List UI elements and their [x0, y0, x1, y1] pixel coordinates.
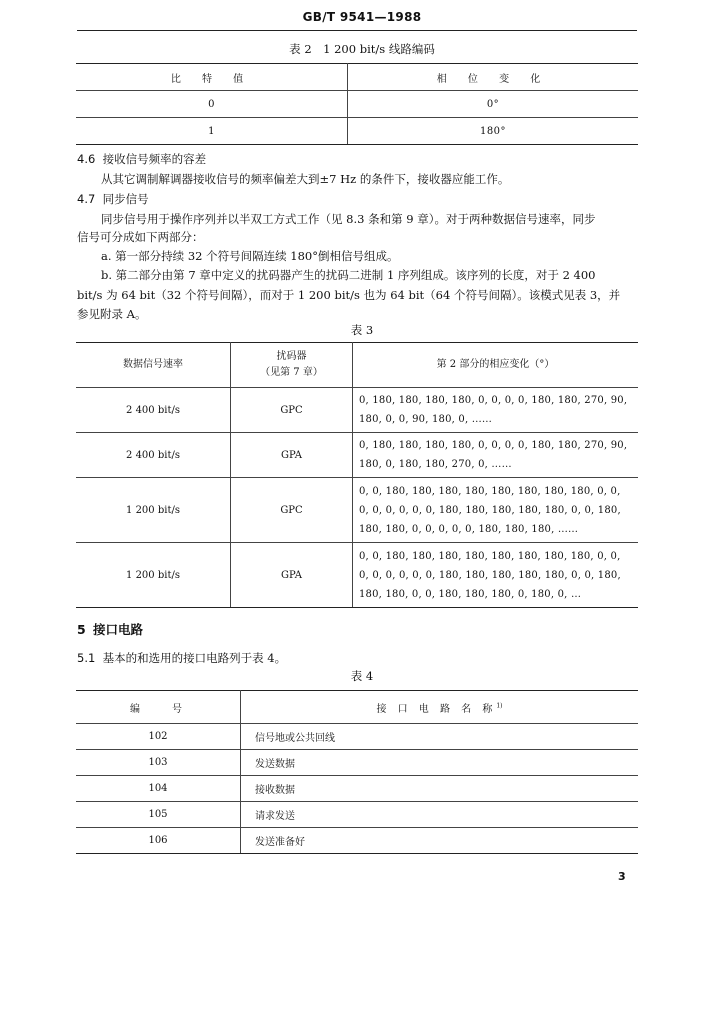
table4-header-circuit-name-text: 接 口 电 路 名 称	[376, 703, 497, 715]
table4-number-cell: 104	[76, 776, 241, 802]
section-title: 接收信号频率的容差	[102, 152, 207, 166]
sequence-line: 180, 180, 0, 0, 0, 0, 0, 180, 180, 180, ……	[359, 523, 579, 535]
table2	[76, 63, 638, 145]
table3-rate-cell: 2 400 bit/s	[76, 388, 231, 433]
sequence-line: 180, 180, 0, 0, 180, 180, 180, 0, 180, 0, …	[359, 588, 582, 600]
table3-scrambler-cell: GPA	[231, 543, 353, 608]
table3-header-rate: 数据信号速率	[76, 343, 231, 388]
table3-header-scrambler-line1: 扰码器	[276, 351, 307, 362]
sequence-line: 0, 180, 180, 180, 180, 0, 0, 0, 0, 180, 180, 270, 90,	[359, 395, 628, 406]
section-4-7-line1: 同步信号用于操作序列并以半双工方式工作（见 8.3 条和第 9 章）。对于两种数据信号速率，同步	[101, 212, 596, 226]
table2-header-phase: 相 位 变 化	[348, 64, 639, 91]
sequence-line: 0, 0, 0, 0, 0, 0, 180, 180, 180, 180, 180, 0, 0, 180,	[359, 504, 621, 516]
table4-name-cell: 发送准备好	[241, 828, 639, 854]
section-number: 5	[77, 622, 86, 637]
table3-sequence-cell	[353, 433, 639, 478]
section-5-1	[77, 648, 639, 668]
table4-name-cell: 信号地或公共回线	[241, 724, 639, 750]
table-row	[76, 91, 638, 118]
table3-sequence-cell	[353, 543, 639, 608]
section-4-7-item-b2: bit/s 为 64 bit（32 个符号间隔），而对于 1 200 bit/s 也为 64 bit（64 个符号间隔）。该模式见表 3，并	[77, 288, 621, 302]
section-4-7-heading	[77, 189, 639, 209]
table2-caption: 表 2 1 200 bit/s 线路编码	[289, 42, 435, 56]
section-number: 4.6	[77, 152, 96, 166]
table4-number-cell: 106	[76, 828, 241, 854]
footnote-marker: 1)	[496, 702, 503, 710]
table-row	[76, 388, 638, 433]
table-row	[76, 750, 638, 776]
sequence-line: 180, 0, 180, 180, 270, 0, ……	[359, 459, 512, 470]
table3-rate-cell: 1 200 bit/s	[76, 478, 231, 543]
section-5-heading	[77, 620, 639, 640]
table-row	[76, 118, 638, 145]
table2-cell: 0°	[348, 91, 639, 118]
table4-name-cell: 发送数据	[241, 750, 639, 776]
table3-sequence-cell	[353, 388, 639, 433]
table2-cell: 180°	[348, 118, 639, 145]
table4-caption: 表 4	[350, 669, 374, 683]
sequence-line: 0, 0, 0, 0, 0, 0, 180, 180, 180, 180, 180, 0, 0, 180,	[359, 569, 621, 581]
table2-cell: 1	[76, 118, 348, 145]
section-text: 基本的和选用的接口电路列于表 4。	[102, 651, 287, 665]
section-title: 接口电路	[93, 622, 144, 637]
table-row	[76, 433, 638, 478]
table4-number-cell: 102	[76, 724, 241, 750]
table4-number-cell: 103	[76, 750, 241, 776]
table4-header-circuit-name	[241, 691, 639, 724]
standard-code-header: GB/T 9541—1988	[302, 10, 422, 24]
section-4-7-item-a: a. 第一部分持续 32 个符号间隔连续 180°倒相信号组成。	[101, 249, 399, 263]
section-4-7-item-b3: 参见附录 A。	[77, 307, 147, 321]
sequence-line: 0, 180, 180, 180, 180, 0, 0, 0, 0, 180, 180, 270, 90,	[359, 440, 628, 451]
table3-header-scrambler	[231, 343, 353, 388]
table3-header-phase-change: 第 2 部分的相应变化（°）	[353, 343, 639, 388]
table2-header-bit: 比 特 值	[76, 64, 348, 91]
table3-scrambler-cell: GPA	[231, 433, 353, 478]
table3-rate-cell: 1 200 bit/s	[76, 543, 231, 608]
table3-scrambler-cell: GPC	[231, 478, 353, 543]
section-number: 5.1	[77, 651, 96, 665]
table-row	[76, 776, 638, 802]
table3-sequence-cell	[353, 478, 639, 543]
table3	[76, 342, 638, 608]
table4-header-number: 编 号	[76, 691, 241, 724]
table2-cell: 0	[76, 91, 348, 118]
page-number: 3	[618, 870, 626, 883]
table3-scrambler-cell: GPC	[231, 388, 353, 433]
section-4-6-text: 从其它调制解调器接收信号的频率偏差大到±7 Hz 的条件下，接收器应能工作。	[101, 172, 510, 186]
table4	[76, 690, 638, 854]
section-4-7-item-b1: b. 第二部分由第 7 章中定义的扰码器产生的扰码二进制 1 序列组成。该序列的长度，对于 2 400	[101, 268, 596, 282]
table4-name-cell: 请求发送	[241, 802, 639, 828]
header-rule	[77, 30, 637, 31]
sequence-line: 180, 0, 0, 90, 180, 0, ……	[359, 414, 493, 425]
section-number: 4.7	[77, 192, 96, 206]
sequence-line: 0, 0, 180, 180, 180, 180, 180, 180, 180, 180, 0, 0,	[359, 550, 621, 562]
table3-caption: 表 3	[350, 323, 374, 337]
section-4-7-line2: 信号可分成如下两部分：	[77, 230, 204, 244]
sequence-line: 0, 0, 180, 180, 180, 180, 180, 180, 180, 180, 0, 0,	[359, 485, 621, 497]
table3-rate-cell: 2 400 bit/s	[76, 433, 231, 478]
table4-number-cell: 105	[76, 802, 241, 828]
table-row	[76, 802, 638, 828]
section-title: 同步信号	[102, 192, 149, 206]
table-row	[76, 478, 638, 543]
table-row	[76, 543, 638, 608]
table4-name-cell: 接收数据	[241, 776, 639, 802]
table3-header-scrambler-line2: （见第 7 章）	[260, 367, 323, 378]
section-4-6-heading	[77, 149, 639, 169]
table-row	[76, 724, 638, 750]
table-row	[76, 828, 638, 854]
